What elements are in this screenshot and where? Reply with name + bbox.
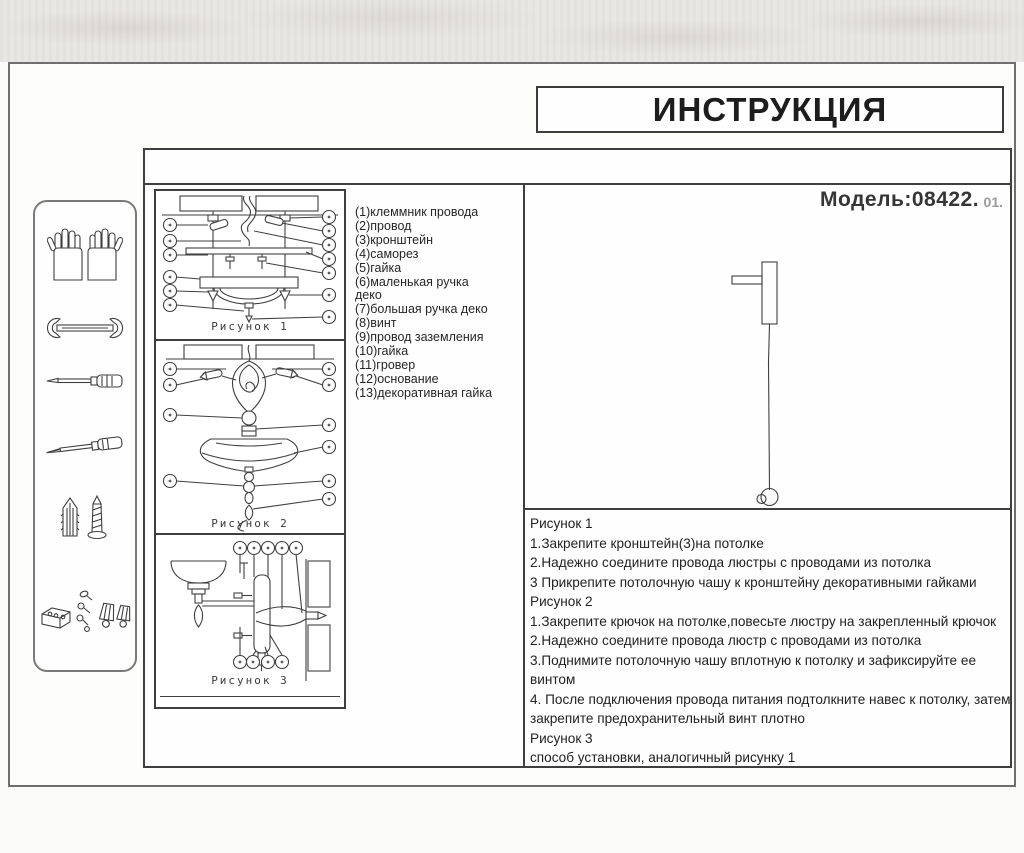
figure-3-underline [160,696,340,697]
instruction-page [8,62,1016,787]
instruction-line: Рисунок 2 [530,594,593,609]
part-item: (4)саморез [355,246,419,261]
figure-1-label: Рисунок 1 [211,320,289,333]
figure-2 [154,339,346,535]
figure-2-drawing [156,341,344,533]
vertical-divider [523,183,525,766]
part-item: (6)маленькая ручка деко [355,274,469,303]
tools-sidebar [33,200,137,672]
scan-noise-band [0,0,1024,62]
figure-3-label: Рисунок 3 [211,674,289,687]
content-frame [143,148,1012,768]
wrench-icon [35,314,135,342]
awl-screwdriver-icon [35,430,135,462]
figure-1-callouts-left [164,219,245,312]
part-item: (8)винт [355,316,397,331]
wall-anchor-screw-icon [35,494,135,558]
instruction-line: 2.Надежно соедините провода люстры с проводами из потолка [530,555,932,570]
instruction-line: 1.Закрепите кронштейн(3)на потолке [530,535,764,551]
horizontal-divider [525,508,1010,510]
fasteners-kit-icon [35,584,135,636]
part-item: (12)основание [355,371,439,386]
instruction-line: 3 Прикрепите потолочную чашу к кронштейну декоративными гайками [530,574,977,590]
instruction-line: Рисунок 1 [530,516,593,531]
figure-1-drawing [156,191,344,339]
part-item: (11)гровер [355,357,416,372]
figure-1-callouts-right [252,211,336,324]
part-item: (1)клеммник провода [355,205,479,219]
instruction-line: 2.Надежно соедините провода люстр с проводами из потолка [530,633,922,648]
model-number [525,188,1003,212]
part-item: (9)провод заземления [355,330,484,345]
pendant-lamp-outline [685,242,845,508]
part-item: (13)декоративная гайка [355,385,493,400]
assembly-instructions [530,514,1012,768]
part-item: (5)гайка [355,260,402,275]
parts-list [355,206,495,401]
figure-2-label: Рисунок 2 [211,517,289,530]
model-number-suffix: 01. [983,194,1003,210]
figure-panel [154,189,346,709]
instruction-line: 3.Поднимите потолочную чашу вплотную к потолку и зафиксируйте ее винтом [530,652,977,687]
part-item: (2)провод [355,218,412,233]
instruction-line: Рисунок 3 [530,730,593,746]
instruction-line: 4. После подключения провода питания подтолкните навес к потолку, затем закрепите предохранительный винт плотно [530,691,1011,726]
instruction-line: 1.Закрепите крючок на потолке,повесьте люстру на закрепленный крючок [530,613,997,629]
model-number-main: Модель:08422. [820,188,980,211]
part-item: (10)гайка [355,344,409,359]
page-title: ИНСТРУКЦИЯ [652,90,888,128]
instruction-line: способ установки, аналогичный рисунку 1 [530,750,796,765]
part-item: (7)большая ручка деко [355,302,488,317]
figure-1 [154,189,346,341]
part-item: (3)кронштейн [355,232,434,247]
flat-screwdriver-icon [35,370,135,392]
title-box [536,86,1004,133]
gloves-icon [35,224,135,284]
header-divider [145,183,1010,185]
figure-3 [154,533,346,709]
